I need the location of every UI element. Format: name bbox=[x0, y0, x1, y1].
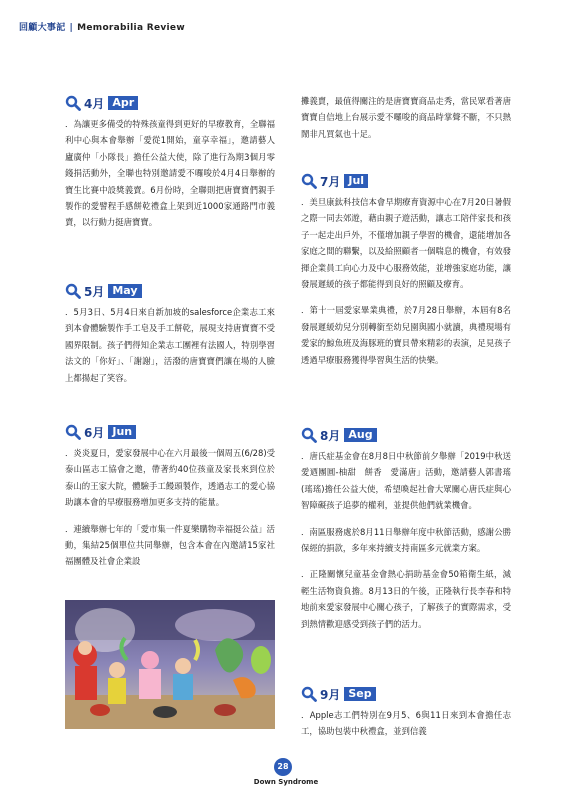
month-en-badge: Jul bbox=[344, 174, 368, 188]
paragraph: ．連續舉辦七年的「愛市集一件夏樂購物幸福挺公益」活動，集結25個單位共同舉辦，包含本會在內邀請15家社福團體及社會企業設 bbox=[65, 523, 275, 567]
section-aug bbox=[301, 427, 511, 632]
paragraph: ．正隆關懷兒童基金會熱心捐助基金會50箱衛生紙，減輕生活物資負擔。8月13日的午後，正隆執行長李春和特地前來愛家發展中心關心孩子，了解孩子的實際需求，受到熱情歡迎感受到孩子們的活力。 bbox=[301, 569, 511, 629]
paragraph: ．美旦康鈦科技信本會早期療育資源中心在7月20日暑假之際一同去郊遊，藉由親子遊活動，讓志工陪伴家長和孩子一起走出戶外，不僅增加親子學習的機會，還能增加各家庭之間的聯繫，以及給照顧者一個喘息的機會，有效發揮企業員工向心力及中心服務效能，並增強家庭功能，讓發展遲緩的孩子都能得到良好的照顧及療育。 bbox=[301, 197, 511, 290]
month-en-badge: Sep bbox=[344, 687, 375, 701]
month-heading-jun bbox=[65, 424, 275, 440]
magnifier-icon bbox=[65, 424, 81, 440]
month-heading-apr bbox=[65, 95, 275, 111]
month-heading-jul bbox=[301, 173, 511, 189]
section-continued bbox=[301, 93, 511, 142]
magnifier-icon bbox=[65, 283, 81, 299]
month-heading-may bbox=[65, 283, 275, 299]
paragraph: ．炎炎夏日，愛家發展中心在六月最後一個周五(6/28)受泰山區志工協會之邀，帶著約40位孩童及家長來到位於泰山的王家大院，體驗手工饅頭製作，透過志工的愛心協助讓本會的早療服務增加更多支持的能量。 bbox=[65, 448, 275, 508]
month-heading-aug bbox=[301, 427, 511, 443]
month-zh: 8月 bbox=[320, 428, 341, 443]
month-en-badge: May bbox=[108, 284, 141, 298]
paragraph: ．第十一屆愛家畢業典禮，於7月28日舉辦，本屆有8名發展遲緩幼兒分別轉銜至幼兒園與國小就讀，典禮現場有愛家的鯨魚班及海豚班的寶貝帶來精彩的表演，足見孩子透過早療服務獲得學習與生活的快樂。 bbox=[301, 305, 511, 365]
month-en-badge: Jun bbox=[108, 425, 136, 439]
magnifier-icon bbox=[65, 95, 81, 111]
month-en-badge: Aug bbox=[344, 428, 376, 442]
footer-label: Down Syndrome bbox=[253, 778, 319, 786]
header-title-zh: 回顧大事記 bbox=[19, 23, 66, 33]
month-en-badge: Apr bbox=[108, 96, 138, 110]
month-heading-sep bbox=[301, 686, 511, 702]
paragraph: ．唐氏症基金會在8月8日中秋節前夕舉辦「2019中秋送愛迺團圓-柚甜 餅香 愛滿唐」活動，邀請藝人郭書瑤(瑤瑤)擔任公益大使，希望喚起社會大眾關心唐氏症與心智障礙孩子追夢的權利，並提供他們就業機會。 bbox=[301, 451, 511, 511]
header-separator: | bbox=[69, 23, 74, 33]
paragraph: ．Apple志工們特別在9月5、6與11日來到本會擔任志工，協助包裝中秋禮盒，並到信義 bbox=[301, 710, 511, 737]
page-number: 28 bbox=[274, 758, 292, 776]
section-jul bbox=[301, 173, 511, 368]
month-zh: 6月 bbox=[84, 425, 105, 440]
month-zh: 4月 bbox=[84, 96, 105, 111]
magnifier-icon bbox=[301, 427, 317, 443]
section-may bbox=[65, 283, 275, 386]
paragraph: ．5月3日、5月4日來自新加坡的salesforce企業志工來到本會體驗製作手工皂及手工餅乾，展現支持唐寶寶不受國界限制。孩子們得知企業志工團裡有法國人，特別學習法文的「你好」、「謝謝」，活潑的唐寶寶們讓在場的人臉上都揚起了笑容。 bbox=[65, 307, 275, 383]
month-zh: 9月 bbox=[320, 687, 341, 702]
paragraph: ．為讓更多備受的特殊孩童得到更好的早療教育，全聯福利中心與本會舉辦「愛從1開始，童享幸福」，邀請藝人廬廣仲「小隊長」擔任公益大使，除了進行為期3個月零錢捐活動外，全聯也特別邀請愛不囉唆於4月4日舉辦的寶生比賽中設獎義賣。6月份時，全聯則把唐寶寶們親手製作的愛譬程手感餅乾禮盒上架到近1000家通路門市義賣，以行動力挺唐寶寶。 bbox=[65, 119, 275, 228]
magnifier-icon bbox=[301, 173, 317, 189]
section-sep bbox=[301, 686, 511, 740]
section-jun bbox=[65, 424, 275, 570]
event-photo bbox=[65, 600, 275, 729]
children-performance-photo bbox=[65, 600, 275, 729]
page-header bbox=[19, 20, 185, 33]
month-zh: 7月 bbox=[320, 174, 341, 189]
section-apr bbox=[65, 95, 275, 231]
header-title-en: Memorabilia Review bbox=[77, 23, 185, 33]
magnifier-icon bbox=[301, 686, 317, 702]
month-zh: 5月 bbox=[84, 284, 105, 299]
paragraph: ．南區服務處於8月11日舉辦年度中秋節活動，感謝公勝保經的捐款，多年來持續支持南區多元就業方案。 bbox=[301, 526, 511, 554]
paragraph: 攤義賣，最值得關注的是唐寶寶商品走秀，當民眾看著唐寶寶自信地上台展示愛不囉唆的商品時掌聲不斷，不只熱鬧非凡買氣也十足。 bbox=[301, 96, 511, 139]
